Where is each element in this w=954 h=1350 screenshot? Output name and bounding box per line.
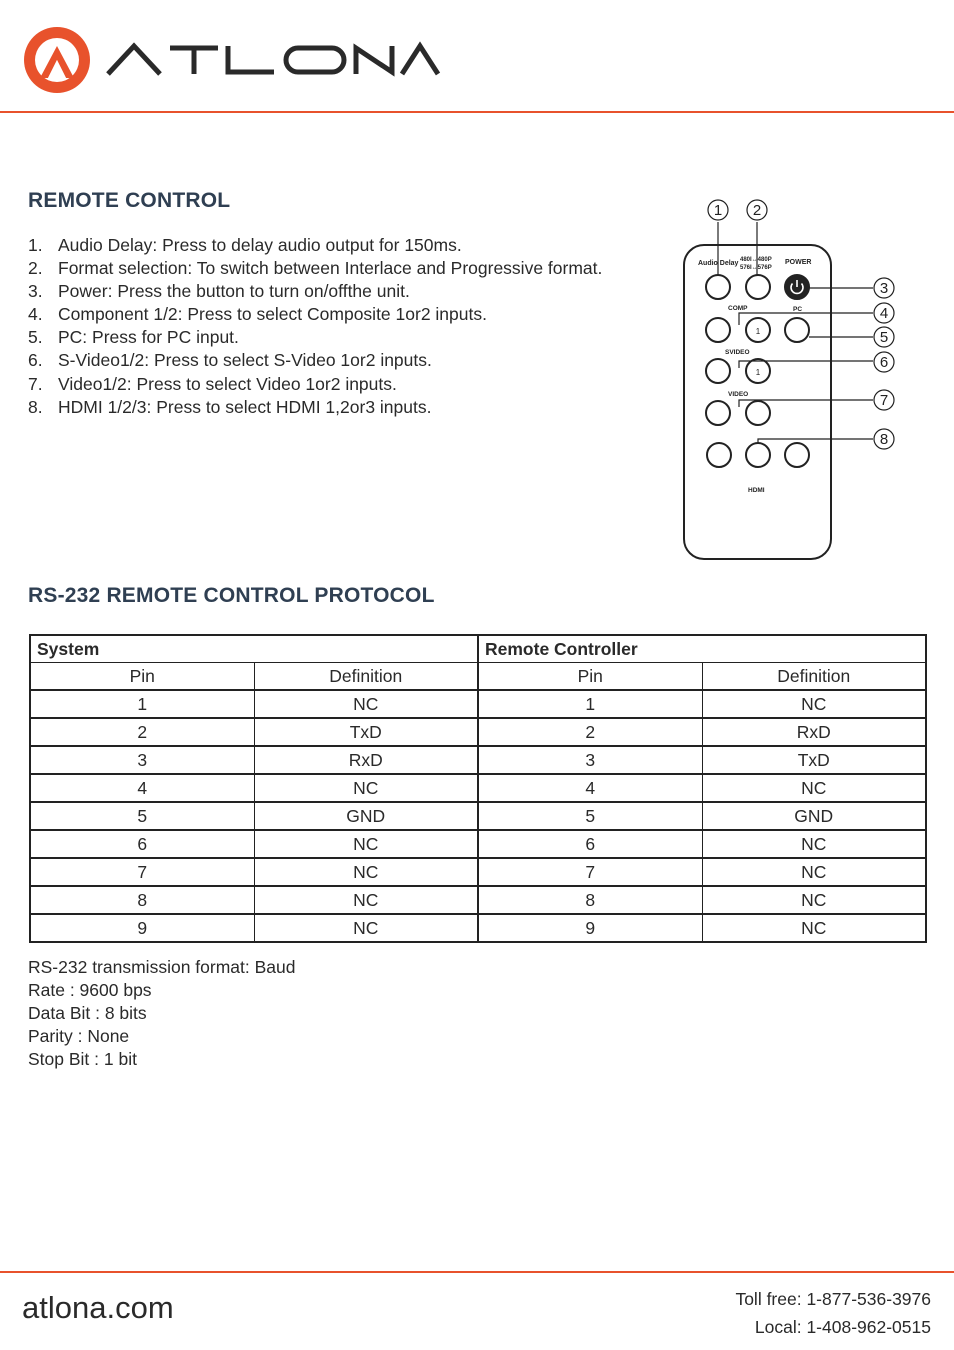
comp-label: COMP bbox=[728, 305, 748, 312]
page-header bbox=[0, 0, 954, 112]
svg-text:2: 2 bbox=[752, 202, 762, 219]
table-cell: 8 bbox=[30, 886, 254, 914]
svg-text:1: 1 bbox=[755, 327, 761, 336]
table-cell: RxD bbox=[702, 718, 926, 746]
table-row bbox=[30, 746, 926, 774]
table-cell: NC bbox=[702, 914, 926, 942]
table-cell: 5 bbox=[478, 802, 702, 830]
svg-text:1: 1 bbox=[713, 202, 723, 219]
column-header: Pin bbox=[30, 663, 254, 691]
table-cell: 5 bbox=[30, 802, 254, 830]
svg-text:4: 4 bbox=[879, 305, 889, 322]
table-column-header bbox=[30, 663, 926, 691]
video-label: VIDEO bbox=[728, 391, 749, 398]
table-cell: 3 bbox=[30, 746, 254, 774]
column-header: Pin bbox=[478, 663, 702, 691]
list-item: 8. HDMI 1/2/3: Press to select HDMI 1,2or3 inputs. bbox=[28, 396, 432, 417]
table-row bbox=[30, 858, 926, 886]
table-cell: NC bbox=[254, 690, 478, 718]
list-item: 4. Component 1/2: Press to select Composite 1or2 inputs. bbox=[28, 304, 487, 325]
list-item: 7. Video1/2: Press to select Video 1or2 inputs. bbox=[28, 373, 397, 394]
table-cell: NC bbox=[254, 774, 478, 802]
table-cell: 4 bbox=[30, 774, 254, 802]
pc-label: PC bbox=[793, 306, 803, 313]
format-label-top: 480I↔480P bbox=[740, 257, 772, 263]
table-group-header bbox=[30, 635, 926, 663]
audio-delay-label: Audio Delay bbox=[698, 260, 739, 267]
svg-text:3: 3 bbox=[879, 280, 889, 297]
table-cell: TxD bbox=[702, 746, 926, 774]
serial-format-line: RS-232 transmission format: Baud bbox=[28, 957, 296, 977]
table-cell: 2 bbox=[30, 718, 254, 746]
table-cell: 4 bbox=[478, 774, 702, 802]
remote-control-heading: REMOTE CONTROL bbox=[28, 189, 231, 212]
list-item: 2. Format selection: To switch between Interlace and Progressive format. bbox=[28, 258, 603, 279]
hdmi-label: HDMI bbox=[748, 487, 765, 494]
table-cell: 3 bbox=[478, 746, 702, 774]
group-system: System bbox=[30, 635, 478, 663]
table-row bbox=[30, 802, 926, 830]
remote-control-diagram bbox=[676, 195, 904, 565]
table-cell: 7 bbox=[30, 858, 254, 886]
serial-format-line: Data Bit : 8 bits bbox=[28, 1003, 147, 1024]
footer-divider bbox=[0, 1271, 954, 1273]
table-cell: 6 bbox=[30, 830, 254, 858]
table-cell: NC bbox=[254, 858, 478, 886]
table-row bbox=[30, 914, 926, 942]
table-cell: NC bbox=[702, 886, 926, 914]
toll-free-phone: Toll free: 1-877-536-3976 bbox=[735, 1289, 931, 1309]
serial-format-line: Parity : None bbox=[28, 1026, 130, 1047]
table-cell: NC bbox=[254, 886, 478, 914]
power-label: POWER bbox=[785, 259, 812, 266]
list-item: 5. PC: Press for PC input. bbox=[28, 327, 239, 348]
remote-instructions-list bbox=[28, 234, 602, 419]
logo-wordmark bbox=[108, 46, 438, 74]
website-url[interactable]: atlona.com bbox=[22, 1290, 174, 1325]
table-cell: 6 bbox=[478, 830, 702, 858]
table-cell: NC bbox=[702, 830, 926, 858]
table-cell: GND bbox=[702, 802, 926, 830]
table-cell: NC bbox=[702, 774, 926, 802]
table-cell: 7 bbox=[478, 858, 702, 886]
list-item: 6. S-Video1/2: Press to select S-Video 1or2 inputs. bbox=[28, 350, 432, 371]
table-row bbox=[30, 830, 926, 858]
svg-text:8: 8 bbox=[879, 431, 889, 448]
local-phone: Local: 1-408-962-0515 bbox=[754, 1317, 931, 1337]
header-divider bbox=[0, 111, 954, 113]
table-cell: 2 bbox=[478, 718, 702, 746]
contact-info bbox=[735, 1285, 931, 1341]
table-row bbox=[30, 690, 926, 718]
table-cell: NC bbox=[254, 830, 478, 858]
table-cell: NC bbox=[702, 858, 926, 886]
table-cell: 8 bbox=[478, 886, 702, 914]
svg-text:5: 5 bbox=[879, 329, 889, 346]
svg-text:1: 1 bbox=[755, 368, 761, 377]
table-cell: NC bbox=[702, 690, 926, 718]
table-row bbox=[30, 774, 926, 802]
column-header: Definition bbox=[254, 663, 478, 691]
serial-format-line: Rate : 9600 bps bbox=[28, 980, 152, 1001]
table-cell: 1 bbox=[478, 690, 702, 718]
list-item: 1. Audio Delay: Press to delay audio output for 150ms. bbox=[28, 235, 462, 255]
svideo-label: SVIDEO bbox=[725, 349, 750, 356]
table-cell: GND bbox=[254, 802, 478, 830]
group-remote-controller: Remote Controller bbox=[478, 635, 926, 663]
table-cell: 9 bbox=[30, 914, 254, 942]
table-cell: RxD bbox=[254, 746, 478, 774]
column-header: Definition bbox=[702, 663, 926, 691]
atlona-logo bbox=[22, 24, 442, 96]
table-row bbox=[30, 886, 926, 914]
pinout-table bbox=[29, 634, 927, 943]
table-cell: 9 bbox=[478, 914, 702, 942]
svg-text:6: 6 bbox=[879, 354, 889, 371]
format-label-bottom: 576I↔576P bbox=[740, 265, 772, 271]
table-cell: 1 bbox=[30, 690, 254, 718]
list-item: 3. Power: Press the button to turn on/offthe unit. bbox=[28, 281, 410, 302]
serial-format-line: Stop Bit : 1 bit bbox=[28, 1049, 137, 1070]
svg-text:7: 7 bbox=[879, 392, 889, 409]
table-cell: TxD bbox=[254, 718, 478, 746]
rs232-protocol-heading: RS-232 REMOTE CONTROL PROTOCOL bbox=[28, 584, 435, 607]
table-cell: NC bbox=[254, 914, 478, 942]
serial-format-block bbox=[28, 956, 295, 1071]
table-row bbox=[30, 718, 926, 746]
